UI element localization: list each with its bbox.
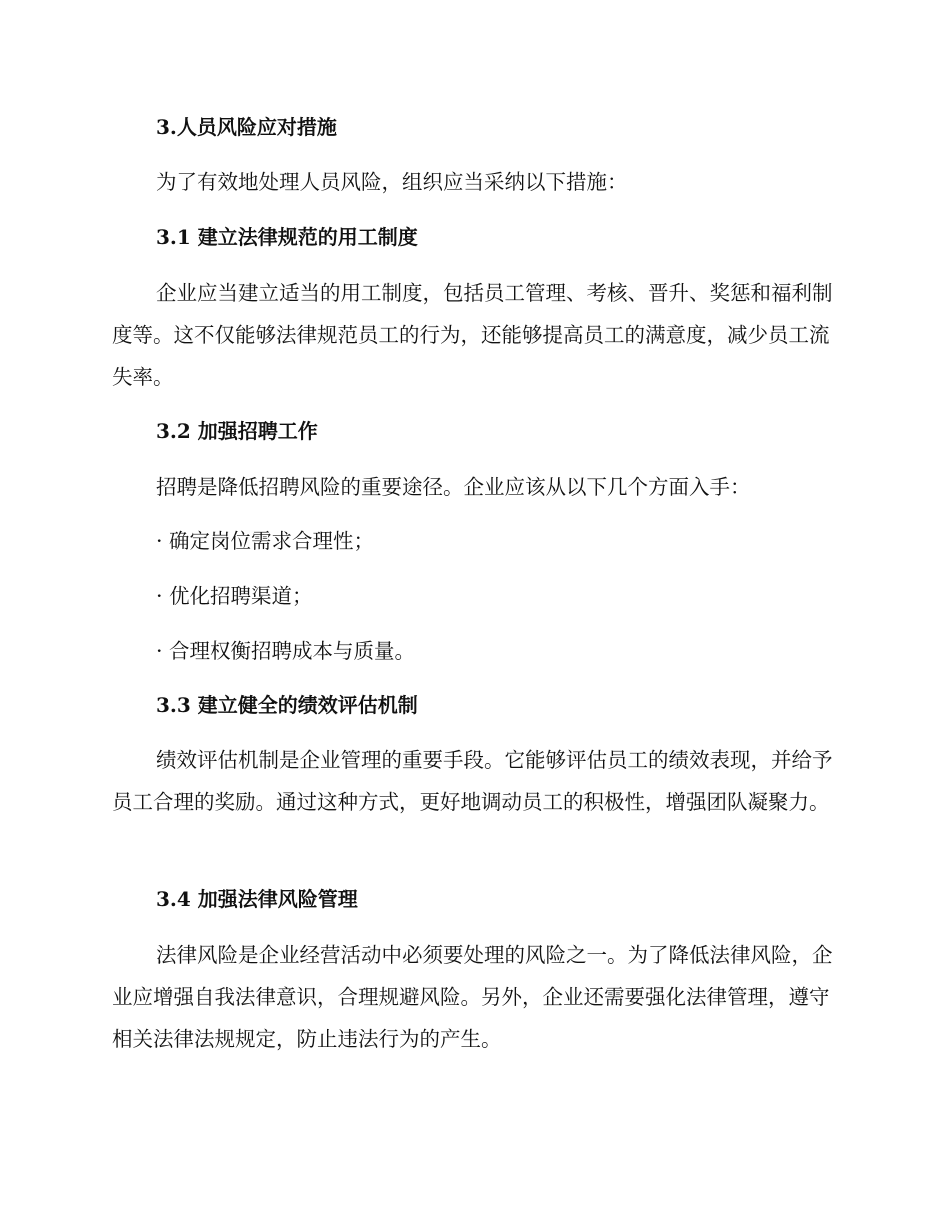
subsection-title-3-2: 3.2 加强招聘工作 bbox=[156, 419, 318, 443]
subsection-body-3-1: 企业应当建立适当的用工制度，包括员工管理、考核、晋升、奖惩和福利制度等。这不仅能够法律规范员工的行为，还能够提高员工的满意度，减少员工流失率。 bbox=[112, 281, 833, 389]
subsection-body-3-2: 招聘是降低招聘风险的重要途径。企业应该从以下几个方面入手： bbox=[156, 475, 751, 499]
section-intro: 为了有效地处理人员风险，组织应当采纳以下措施： bbox=[156, 170, 628, 194]
bullet-item: · 合理权衡招聘成本与质量。 bbox=[156, 639, 416, 663]
subsection-title-3-3: 3.3 建立健全的绩效评估机制 bbox=[156, 693, 418, 717]
subsection-body-3-3: 绩效评估机制是企业管理的重要手段。它能够评估员工的绩效表现，并给予员工合理的奖励。通过这种方式，更好地调动员工的积极性，增强团队凝聚力。 bbox=[112, 748, 833, 814]
bullet-item: · 确定岗位需求合理性； bbox=[156, 529, 375, 553]
subsection-title-3-1: 3.1 建立法律规范的用工制度 bbox=[156, 225, 418, 249]
subsection-body-3-4: 法律风险是企业经营活动中必须要处理的风险之一。为了降低法律风险，企业应增强自我法律意识，合理规避风险。另外，企业还需要强化法律管理，遵守相关法律法规规定，防止违法行为的产生。 bbox=[112, 943, 833, 1051]
bullet-item: · 优化招聘渠道； bbox=[156, 584, 313, 608]
subsection-title-3-4: 3.4 加强法律风险管理 bbox=[156, 887, 358, 911]
section-title: 3.人员风险应对措施 bbox=[156, 115, 337, 139]
